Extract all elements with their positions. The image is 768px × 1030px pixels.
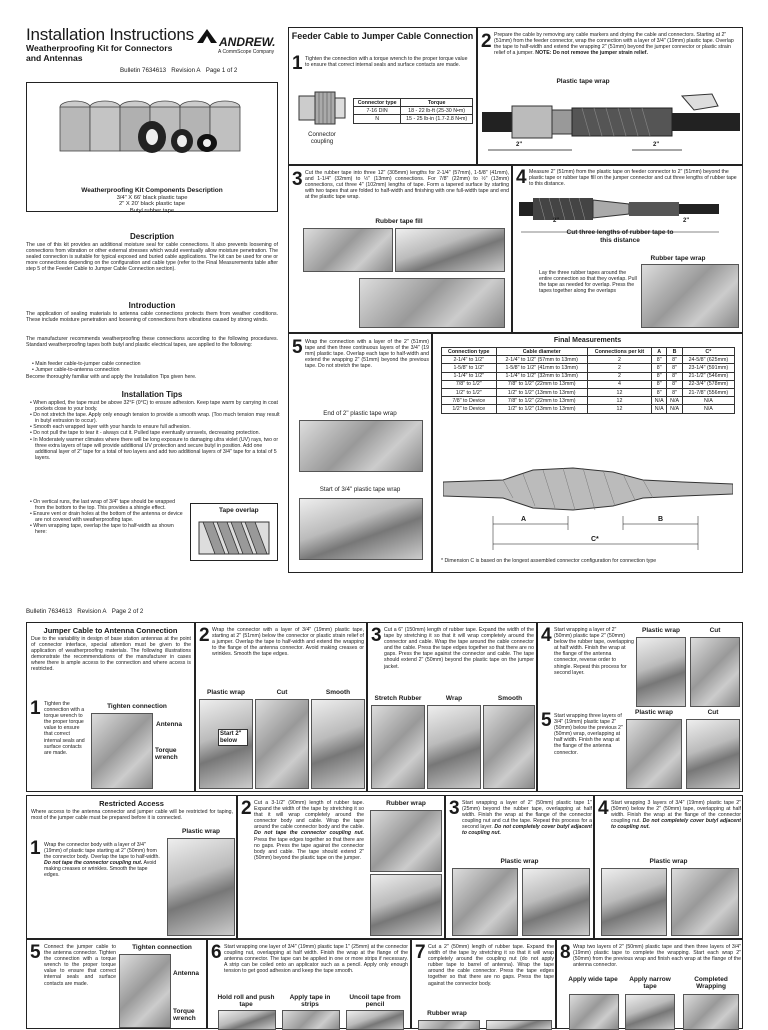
stretch-rubber-label: Stretch Rubber: [374, 695, 422, 702]
restricted-step5-box: [26, 939, 207, 1029]
rstep-2-number: 2: [241, 798, 252, 819]
connector-image: [297, 86, 347, 130]
jstep-5-number: 5: [541, 710, 552, 731]
jumper-step4-5-box: [537, 622, 743, 792]
table-row: Connector type Torque: [354, 99, 473, 107]
restricted-step8-box: [556, 939, 743, 1029]
step-2-number: 2: [481, 31, 492, 52]
dim-b-label: B: [658, 516, 664, 523]
step5-box: [288, 333, 432, 573]
jstep4-photo-2: [690, 637, 740, 707]
step5-photo-2: [299, 498, 423, 560]
jstep3-photo-1: [371, 705, 425, 789]
rstep5-photo: [119, 954, 171, 1028]
step4-box: [512, 165, 743, 333]
description-heading: Description: [129, 232, 174, 241]
step-5-number: 5: [292, 337, 303, 358]
final-measurements-box: [432, 333, 743, 573]
step-5-text: Wrap the connection with a layer of the 2" (51mm) tape and then three continuous layers of the 3/4" (19 mm) plastic tape. Overlap each tape to half-width and extend the wrapping 2" (51mm) beyond the previous tape. Do not stretch the tape.: [305, 339, 429, 370]
dim-2in-4b: 2": [683, 218, 690, 224]
page-subtitle: Weatherproofing Kit for Connectors and Antennas: [26, 43, 173, 63]
jstep5-photo-2: [686, 719, 740, 789]
logo-text: ANDREW.: [219, 35, 276, 49]
restricted-step2-box: [237, 795, 445, 939]
cut-label-4: Cut: [709, 627, 721, 634]
jstep-1-number: 1: [30, 698, 41, 719]
rstep3-photo-1: [452, 868, 518, 936]
table-row: 7/8" to 1/2" 7/8" to 1/2" (22mm to 13mm) 4 8" 8" 22-3/4" (578mm): [442, 380, 735, 388]
rstep8-photo-3: [683, 994, 739, 1030]
final-heading: Final Measurements: [553, 337, 622, 344]
restricted-step7-box: [411, 939, 556, 1029]
step-3-text: Cut the rubber tape into three 12" (305mm) lengths for 2-1/4" (57mm), 1-5/8" (41mm), and 1-1/4" (32mm) to ½" (13mm) connections. For 7/8" (22mm) to ½" (13mm) connections, cut three 4" (102mm) lengths of tape. Form a tapered surface by starting with two tapes that are folded to half-width and finishing with one full-width tape and end at the plastic tape wrap.: [305, 170, 509, 201]
kit-components-box: [26, 82, 278, 212]
rstep-5-number: 5: [30, 942, 41, 963]
end-2in-label: End of 2" plastic tape wrap: [323, 410, 397, 417]
tips-list-2: • On vertical runs, the last wrap of 3/4" tape should be wrapped from the bottom to the top. This provides a shingle effect. • Ensure vent or drain holes at the bottom of the antenna or device are not covered with weatherproofing tape. • When wrapping tape, overlap the tape to half-width as shown here:: [30, 499, 183, 536]
jstep4-photo-1: [636, 637, 686, 707]
introduction-text-2: The manufacturer recommends weatherproofing these connections according to the following procedures. Standard weatherproofing tapes both butyl and plastic electrical tapes, are applied to the following:: [26, 336, 278, 349]
start-2in-below-label: Start 2" below: [218, 729, 248, 746]
table-row: 2-1/4" to 1/2" 2-1/4" to 1/2" (57mm to 13mm) 2 8" 8" 24-5/8" (625mm): [442, 356, 735, 364]
kit-title: Weatherproofing Kit Components Description: [81, 187, 223, 194]
rubber-wrap-label: Rubber wrap: [386, 800, 426, 807]
final-footnote: * Dimension C is based on the longest assembled connector configuration for connection type: [441, 558, 657, 564]
dim-c-label: C*: [591, 536, 599, 543]
rstep2-photo-2: [370, 874, 442, 936]
smooth-label-2: Smooth: [497, 695, 523, 702]
andrew-logo-icon: [196, 28, 218, 44]
rstep4-photo-1: [601, 868, 667, 936]
jstep-1-text: Tighten the connection with a torque wrench to the proper torque value to ensure that correct internal seals and surface contacts are made.: [44, 701, 85, 756]
final-dimension-figure: [443, 460, 733, 550]
rstep-4-number: 4: [598, 798, 609, 819]
rstep-8-text: Wrap two layers of 2" (50mm) plastic tape and then three layers of 3/4" (19mm) plastic tape to complete the wrapping. Start each wrap 2" (50mm) from the previous wrap and finish each wrap at the flange of the antenna connector.: [573, 944, 741, 969]
rstep7-photo-2: [486, 1020, 552, 1030]
apply-wide-label: Apply wide tape: [568, 976, 618, 983]
step3-photo-1: [303, 228, 393, 272]
page2-header: Bulletin 7634613 Revision A Page 2 of 2: [26, 608, 144, 615]
table-row: N 15 - 25 lb-in (1.7-2.8 N•m): [354, 115, 473, 123]
start-34-label: Start of 3/4" plastic tape wrap: [319, 486, 401, 493]
table-row: 7-16 DIN 18 - 22 lb-ft (25-30 N•m): [354, 107, 473, 115]
jumper-step1-box: [26, 622, 195, 792]
restricted-step1-box: [26, 795, 237, 939]
rstep-7-number: 7: [415, 942, 426, 963]
plastic-wrap-label-r1: Plastic wrap: [182, 828, 220, 835]
rstep-8-number: 8: [560, 942, 571, 963]
rstep-3-number: 3: [449, 798, 460, 819]
rstep-1-text: Wrap the connector body with a layer of 3/4" (19mm) of plastic tape starting at 2" (50mm) from the connector body. Overlap the tape to half-width. Do not tape the connector coupling nut. Avoid making creases or wrinkles. Smooth the tape edges.: [44, 842, 160, 879]
rubber-tape-wrap-label: Rubber tape wrap: [650, 255, 706, 262]
table-row: 7/8" to Device 7/8" to 1/2" (22mm to 13mm) 12 N/A N/A N/A: [442, 397, 735, 405]
restricted-heading: Restricted Access: [99, 799, 164, 808]
tips-list: • When applied, the tape must be above 32°F (0°C) to ensure adhesion. Keep tape warm by carrying in coat pockets close to your body. • Do not stretch the tape. Apply only enough tension to provide a smooth wrap. (Too much tension may result in butyl extrusion to occur). • Smooth each wrapped layer with your hands to ensure full adhesion. • Do not pull the tape to tear it - always cut it. Pulled tape eventually unravels, decreasing protection. • In Moderately warmer climates where there will be long exposure to damaging ultra violet (UV) rays, two or three extra layers of tape will provide additional UV protection and secure butyl in position. Add one additional layer of 2" tape for a total of two layers and add two additional layers of 3/4" tape for a total of 5 layers.: [30, 400, 280, 461]
rstep-6-text: Start wrapping one layer of 3/4" (19mm) plastic tape 1" (25mm) at the connector coupling nut, overlapping at half width. Finish the wrap at the flange of the antenna connector. The tape can be applied in one or more strips if necessary. A strip can be coiled onto an applicator such as a pencil. Apply only enough tension to get good adhesion and keep the tape smooth.: [224, 944, 408, 975]
rstep7-photo-1: [418, 1020, 480, 1030]
jstep-5-text: Start wrapping three layers of 3/4" (19mm) plastic tape 2" (50mm) below the previous 2" (50mm) wrap, overlapping at half width. Finish the wrap at the flange of the antenna connector.: [554, 713, 623, 756]
rstep-7-text: Cut a 2" (50mm) length of rubber tape. Expand the width of the tape by stretching it so that it will wrap completely around the coupling nut (do not apply rubber tape to barrel of antenna). Wrap the tape around the cable connector. Press the tape edges together so that there are no gaps. Press the tape against the connector body.: [428, 944, 554, 987]
rstep-4-text: Start wrapping 3 layers of 3/4" (19mm) plastic tape 2" (50mm) below the 2" (50mm) tape, overlapping at half width. Finish the wrap at the flange of the connector coupling nut. Do not completely cover butyl adjacent to coupling nut.: [611, 800, 741, 831]
dim-2in-left: 2": [516, 142, 523, 148]
antenna-label-r5: Antenna: [173, 970, 199, 977]
uncoil-label: Uncoil tape from pencil: [349, 994, 401, 1008]
feeder-heading: Feeder Cable to Jumper Cable Connection: [291, 31, 474, 41]
table-row: 1-5/8" to 1/2" 1-5/8" to 1/2" (41mm to 13mm) 2 8" 8" 23-1/4" (591mm): [442, 364, 735, 372]
plastic-wrap-label-r4: Plastic wrap: [649, 858, 688, 865]
torque-wrench-label: Torque wrench: [155, 747, 178, 761]
tape-rolls-image: [57, 97, 247, 157]
tighten-connection-label: Tighten connection: [107, 703, 167, 710]
step-4-number: 4: [516, 167, 527, 188]
introduction-text: The application of sealing materials to antenna cable connections protects them from weather conditions. These include moisture penetration and loosening of connections from vibrations caused by strong winds.: [26, 311, 278, 324]
jstep5-photo-1: [626, 719, 682, 789]
tips-heading: Installation Tips: [121, 390, 183, 399]
torque-wrench-label-r5: Torque wrench: [173, 1008, 196, 1022]
rstep6-photo-3: [346, 1010, 404, 1030]
jumper-step3-box: [367, 622, 537, 792]
introduction-text-3: Become thoroughly familiar with and apply the Installation Tips given here.: [26, 374, 197, 380]
plastic-wrap-label-4: Plastic wrap: [642, 627, 680, 634]
step-4-text: Measure 2" (51mm) from the plastic tape on feeder connector to 2" (51mm) beyond the plastic tape or rubber tape fill on the jumper connector and cut three lengths of rubber tape to this distance.: [529, 169, 737, 188]
rstep1-photo: [167, 838, 235, 936]
jstep-3-number: 3: [371, 625, 382, 646]
rstep-1-number: 1: [30, 838, 41, 859]
rstep4-photo-2: [671, 868, 739, 936]
plastic-wrap-label-r3: Plastic wrap: [500, 858, 539, 865]
tape-overlap-label: Tape overlap: [219, 507, 259, 514]
jstep-2-text: Wrap the connector with a layer of 3/4" (19mm) plastic tape, starting at 2" (51mm) below the connector or plastic strain relief of a jumper. Overlap the tape to half-width and extend the wrapping to the flange of the antenna connector. Avoid making creases or wrinkles. Smooth the tape edges.: [212, 627, 364, 658]
step-3-number: 3: [292, 169, 303, 190]
jstep2-photo-3: [311, 699, 365, 789]
jstep3-photo-3: [483, 705, 535, 789]
table-row: Connection type Cable diameter Connections per kit A B C*: [442, 348, 735, 356]
jumper-intro: Due to the variability in design of base station antennas at the point of connector interface, special attention must be given to the application of weatherproofing materials. The following illustrations demonstrate the recommendations of the manufacturer in cases where there is ample access to the connection and where access is restricted.: [31, 636, 191, 673]
cut-label-5: Cut: [707, 709, 719, 716]
step-4b-text: Lay the three rubber tapes around the entire connection so that they overlap. Pull the tape as needed for overlap. Press the tapes together along the overlaps: [539, 270, 637, 295]
step1-feeder-box: [288, 27, 477, 165]
apply-strips-label: Apply tape in strips: [289, 994, 331, 1008]
step2-box: [477, 27, 743, 165]
restricted-intro: Where access to the antenna connector and jumper cable will be restricted for taping, most of the jumper cable must be prepared before it is connected.: [31, 809, 233, 822]
dim-a-label: A: [521, 516, 527, 523]
rstep-2-text: Cut a 3-1/2" (90mm) length of rubber tape. Expand the width of the tape by stretching it so that it will wrap completely around the connector body and cable. Wrap the tape around the cable connector body and the cable. Do not tape the connector coupling nut. Press the tape edges together so that there are no gaps. Press the tape against the connector body and cable. The tape should extend 2" (50mm) beyond the plastic tape on the jumper.: [254, 800, 364, 861]
step5-photo-1: [299, 420, 423, 472]
step2-figure: [482, 88, 740, 164]
plastic-wrap-label-5: Plastic wrap: [635, 709, 673, 716]
kit-items: 3/4" X 66' black plastic tape 2" X 20' black plastic tape Butyl rubber tape: [116, 195, 188, 214]
antenna-label: Antenna: [156, 721, 182, 728]
step4-photo: [641, 264, 739, 328]
plastic-tape-wrap-label: Plastic tape wrap: [556, 78, 610, 85]
wrap-label: Wrap: [445, 695, 463, 702]
rubber-tape-fill-label: Rubber tape fill: [375, 218, 423, 225]
rstep-3-text: Start wrapping a layer of 2" (50mm) plastic tape 1" (25mm) beyond the rubber tape, overlapping at half width. Finish the wrap at the flange of the connector coupling nut and cut the tape. Repeat this process for a second layer. Do not completely cover butyl adjacent to coupling nut.: [462, 800, 592, 837]
logo-tagline: A CommScope Company: [218, 49, 275, 55]
jstep-4-number: 4: [541, 625, 552, 646]
connector-coupling-label: Connector coupling: [308, 132, 336, 145]
table-row: 1-1/4" to 1/2" 1-1/4" to 1/2" (32mm to 13mm) 2 8" 8" 21-1/2" (546mm): [442, 372, 735, 380]
step-2-text: Prepare the cable by removing any cable markers and drying the cable and connectors. Starting at 2" (51mm) from the feeder connector, wrap the connection with a layer of 3/4" (19mm) plastic tape. Overlap the tape to half-width and extend the wrapping 2" (51mm) beyond the jumper connector or plastic strain relief of a jumper. NOTE: Do not remove the jumper strain relief.: [494, 32, 734, 57]
rstep8-photo-1: [569, 994, 619, 1030]
jstep1-photo: [91, 713, 153, 789]
dim-2in-right: 2": [653, 142, 660, 148]
rstep-5-text: Connect the jumper cable to the antenna connector. Tighten the connection with a torque wrench to the proper torque value to ensure that correct internal seals and surface contacts are made.: [44, 944, 116, 987]
table-row: 1/2" to Device 1/2" to 1/2" (13mm to 13mm) 12 N/A N/A N/A: [442, 405, 735, 413]
plastic-wrap-label: Plastic wrap: [207, 689, 245, 696]
rstep6-photo-1: [218, 1010, 276, 1030]
description-text: The use of this kit provides an additional moisture seal for cable connections. It also prevents loosening of connections from vibration or other external stresses which would eventually allow moisture penetration. The sealed connection is suitable for typical exposed and buried cable applications. The kit can be used for one or more connections depending on the configuration and cable type (refer to the Final Measurements table after step 5 of the Feeder Cable to Jumper Cable Connection section).: [26, 242, 278, 273]
restricted-step3-box: [445, 795, 594, 939]
jumper-step2-box: [195, 622, 367, 792]
bulletin-number: Bulletin 7634613 Revision A Page 1 of 2: [120, 67, 238, 74]
jstep3-photo-2: [427, 705, 481, 789]
jumper-heading: Jumper Cable to Antenna Connection: [43, 626, 178, 635]
rstep8-photo-2: [625, 994, 675, 1030]
restricted-step6-box: [207, 939, 411, 1029]
hold-roll-label: Hold roll and push tape: [217, 994, 275, 1008]
rstep3-photo-2: [522, 868, 590, 936]
page-title: Installation Instructions: [26, 25, 194, 44]
introduction-bullets: • Main feeder cable-to-jumper cable connection • Jumper cable-to-antenna connection: [32, 361, 141, 374]
apply-narrow-label: Apply narrow tape: [629, 976, 671, 990]
tape-overlap-figure: [190, 503, 278, 561]
cut-three-label: Cut three lengths of rubber tape to this distance: [566, 229, 674, 244]
rstep6-photo-2: [282, 1010, 340, 1030]
jstep-3-text: Cut a 6" (150mm) length of rubber tape. Expand the width of the tape by stretching it so that it will wrap completely around the connector and cable. Wrap the tape around the cable connector and the cable. Press the tape edges together so that there are no gaps. Press the tape against the connector and cable. The tape should extend 2" (50mm) beyond the plastic tape on the jumper jacket.: [384, 627, 534, 670]
restricted-step4-box: [594, 795, 743, 939]
tighten-connection-label-r5: Tighten connection: [132, 944, 192, 951]
jstep-2-number: 2: [199, 625, 210, 646]
step3-photo-3: [359, 278, 505, 328]
jstep-4-text: Start wrapping a layer of 2" (50mm) plastic tape 2" (50mm) below the rubber tape, overlapping at half width. Finish the wrap at the flange of the antenna connector, reverse order to shingle. Repeat this process for second layer.: [554, 627, 634, 676]
completed-label: Completed Wrapping: [694, 976, 728, 990]
smooth-label: Smooth: [325, 689, 351, 696]
rstep2-photo-1: [370, 810, 442, 872]
rubber-wrap-label-r7: Rubber wrap: [427, 1010, 467, 1017]
rstep-6-number: 6: [211, 942, 222, 963]
final-table: [441, 347, 735, 414]
dim-2in-4a: 2": [553, 218, 560, 224]
jstep2-photo-2: [255, 699, 309, 789]
step-1-text: Tighten the connection with a torque wrench to the proper torque value to ensure that correct internal seals and surface contacts are made.: [305, 56, 468, 69]
step3-photo-2: [395, 228, 505, 272]
torque-table: [353, 98, 473, 124]
cut-label: Cut: [276, 689, 288, 696]
table-row: 1/2" to 1/2" 1/2" to 1/2" (13mm to 13mm) 12 8" 8" 21-7/8" (556mm): [442, 388, 735, 396]
step3-box: [288, 165, 512, 333]
introduction-heading: Introduction: [128, 301, 176, 310]
step-1-number: 1: [292, 53, 303, 74]
